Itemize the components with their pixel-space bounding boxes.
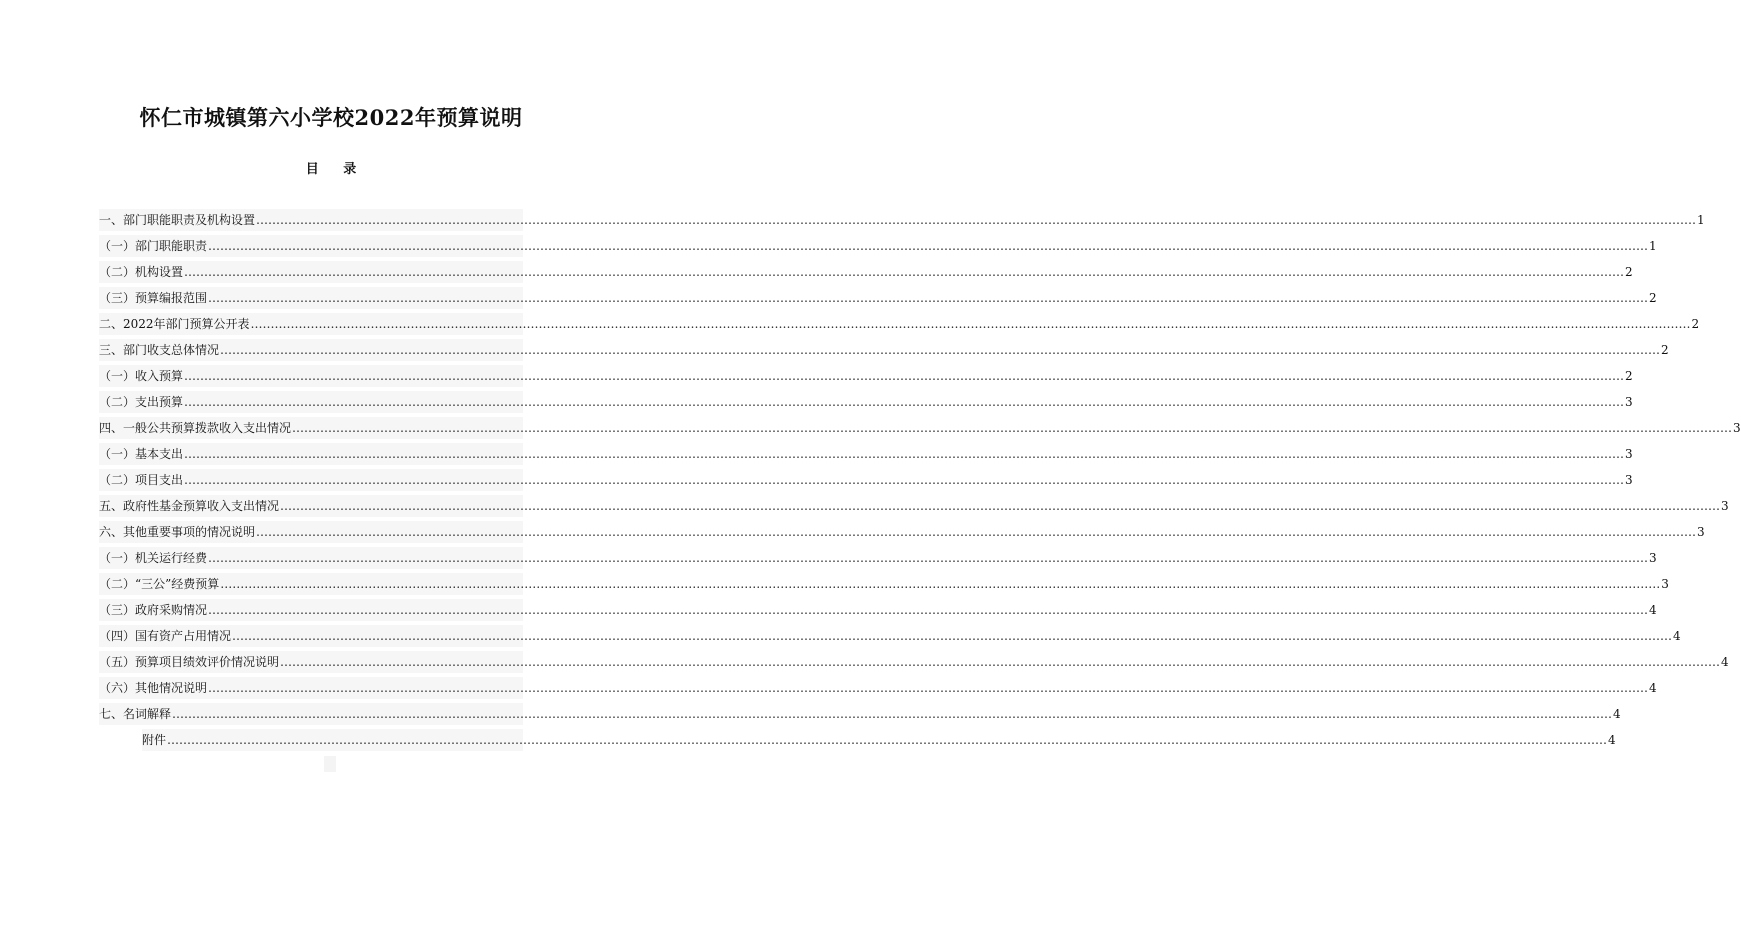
toc-entry[interactable] bbox=[99, 235, 1657, 261]
toc-dot-leader: ……………………………………………………………………………………………………………………………………………………………………………………………………………………………………………………………………………………………………………………………… bbox=[208, 681, 1649, 695]
toc-entry-page-number: 3 bbox=[1649, 551, 1657, 565]
toc-dot-leader: ……………………………………………………………………………………………………………………………………………………………………………………………………………………………………………………………………………………………………………………………… bbox=[280, 499, 1721, 513]
toc-entry-label: 六、其他重要事项的情况说明 bbox=[99, 525, 256, 539]
toc-entry-label: （二）项目支出 bbox=[99, 473, 184, 487]
toc-dot-leader: ……………………………………………………………………………………………………………………………………………………………………………………………………………………………………………………………………………………………………………………………… bbox=[208, 603, 1649, 617]
toc-entry-label: （五）预算项目绩效评价情况说明 bbox=[99, 655, 280, 669]
toc-entry-label: （二）“三公”经费预算 bbox=[99, 577, 220, 591]
toc-dot-leader: ……………………………………………………………………………………………………………………………………………………………………………………………………………………………………………………………………………………………………………………………… bbox=[256, 213, 1697, 227]
toc-entry-page-number: 3 bbox=[1661, 577, 1669, 591]
toc-entry-page-number: 3 bbox=[1625, 395, 1633, 409]
toc-dot-leader: ……………………………………………………………………………………………………………………………………………………………………………………………………………………………………………………………………………………………………………………………… bbox=[184, 395, 1625, 409]
toc-dot-leader: ……………………………………………………………………………………………………………………………………………………………………………………………………………………………………………………………………………………………………………………………… bbox=[167, 733, 1608, 747]
toc-entry[interactable] bbox=[99, 443, 1633, 469]
toc-entry[interactable] bbox=[99, 573, 1669, 599]
toc-entry-label: （一）基本支出 bbox=[99, 447, 184, 461]
toc-entry-page-number: 2 bbox=[1691, 317, 1700, 331]
toc-dot-leader: ……………………………………………………………………………………………………………………………………………………………………………………………………………………………………………………………………………………………………………………………… bbox=[184, 265, 1625, 279]
toc-entry-label: 一、部门职能职责及机构设置 bbox=[99, 213, 256, 227]
toc-entry-label: 附件 bbox=[142, 733, 167, 747]
toc-dot-leader: ……………………………………………………………………………………………………………………………………………………………………………………………………………………………………………………………………………………………………………………………… bbox=[220, 577, 1661, 591]
toc-dot-leader: ……………………………………………………………………………………………………………………………………………………………………………………………………………………………………………………………………………………………………………………………… bbox=[280, 655, 1721, 669]
toc-dot-leader: ……………………………………………………………………………………………………………………………………………………………………………………………………………………………………………………………………………………………………………………………… bbox=[256, 525, 1697, 539]
toc-dot-leader: ……………………………………………………………………………………………………………………………………………………………………………………………………………………………………………………………………………………………………………………………… bbox=[220, 343, 1661, 357]
toc-entry-label: （二）机构设置 bbox=[99, 265, 184, 279]
toc-entry[interactable] bbox=[99, 703, 1621, 729]
toc-entry[interactable] bbox=[99, 417, 1741, 443]
toc-entry-label: （三）政府采购情况 bbox=[99, 603, 208, 617]
toc-entry[interactable] bbox=[99, 521, 1705, 547]
toc-entry-page-number: 3 bbox=[1625, 447, 1633, 461]
toc-entry-page-number: 4 bbox=[1608, 733, 1616, 747]
toc-entry-page-number: 3 bbox=[1625, 473, 1633, 487]
toc-entry-page-number: 1 bbox=[1697, 213, 1705, 227]
toc-entry[interactable] bbox=[99, 287, 1657, 313]
toc-entry-label: （三）预算编报范围 bbox=[99, 291, 208, 305]
toc-dot-leader: ……………………………………………………………………………………………………………………………………………………………………………………………………………………………………………………………………………………………………………………………… bbox=[184, 473, 1625, 487]
toc-entry[interactable] bbox=[99, 469, 1633, 495]
toc-entry-label: （四）国有资产占用情况 bbox=[99, 629, 232, 643]
toc-entry-page-number: 3 bbox=[1697, 525, 1705, 539]
toc-entry[interactable] bbox=[99, 365, 1633, 391]
toc-dot-leader: ……………………………………………………………………………………………………………………………………………………………………………………………………………………………………………………………………………………………………………………………… bbox=[184, 447, 1625, 461]
toc-entry-page-number: 2 bbox=[1649, 291, 1657, 305]
toc-entry-page-number: 2 bbox=[1661, 343, 1669, 357]
toc-entry-page-number: 1 bbox=[1649, 239, 1657, 253]
toc-entry-label: （一）机关运行经费 bbox=[99, 551, 208, 565]
document-title: 怀仁市城镇第六小学校2022年预算说明 bbox=[139, 105, 523, 130]
toc-entry[interactable] bbox=[99, 651, 1729, 677]
toc-entry-label: （二）支出预算 bbox=[99, 395, 184, 409]
toc-entry-label: （一）部门职能职责 bbox=[99, 239, 208, 253]
toc-entry-label: 二、2022年部门预算公开表 bbox=[99, 317, 250, 331]
toc-dot-leader: ……………………………………………………………………………………………………………………………………………………………………………………………………………………………………………………………………………………………………………………………… bbox=[172, 707, 1613, 721]
toc-entry-label: 三、部门收支总体情况 bbox=[99, 343, 220, 357]
toc-entry-label: 七、名词解释 bbox=[99, 707, 172, 721]
toc-entry-label: （一）收入预算 bbox=[99, 369, 184, 383]
toc-dot-leader: ……………………………………………………………………………………………………………………………………………………………………………………………………………………………………………………………………………………………………………………………… bbox=[292, 421, 1733, 435]
toc-entry[interactable] bbox=[99, 495, 1729, 521]
toc-dot-leader: ……………………………………………………………………………………………………………………………………………………………………………………………………………………………………………………………………………………………………………………………… bbox=[232, 629, 1673, 643]
toc-entry-page-number: 4 bbox=[1649, 681, 1657, 695]
toc-dot-leader: ……………………………………………………………………………………………………………………………………………………………………………………………………………………………………………………………………………………………………………………………… bbox=[184, 369, 1625, 383]
toc-dot-leader: ……………………………………………………………………………………………………………………………………………………………………………………………………………………………………………………………………………………………………………………………… bbox=[208, 551, 1649, 565]
toc-entry[interactable] bbox=[99, 261, 1633, 287]
toc-entry-page-number: 4 bbox=[1721, 655, 1729, 669]
toc-entry-label: （六）其他情况说明 bbox=[99, 681, 208, 695]
toc-entry-page-number: 2 bbox=[1625, 265, 1633, 279]
toc-entry[interactable] bbox=[99, 209, 1705, 235]
toc-entry-page-number: 4 bbox=[1613, 707, 1621, 721]
toc-entry-page-number: 3 bbox=[1733, 421, 1741, 435]
toc-entry[interactable] bbox=[99, 391, 1633, 417]
page-marker bbox=[324, 756, 336, 772]
toc-entry-page-number: 3 bbox=[1721, 499, 1729, 513]
toc-heading: 目 录 bbox=[305, 162, 367, 177]
toc-entry-page-number: 2 bbox=[1625, 369, 1633, 383]
toc-entry-page-number: 4 bbox=[1673, 629, 1681, 643]
table-of-contents bbox=[99, 209, 1741, 755]
toc-entry[interactable] bbox=[99, 625, 1681, 651]
toc-entry[interactable] bbox=[99, 729, 1616, 755]
toc-entry[interactable] bbox=[99, 339, 1669, 365]
toc-entry[interactable] bbox=[99, 313, 1700, 339]
toc-dot-leader: ……………………………………………………………………………………………………………………………………………………………………………………………………………………………………………………………………………………………………………………………… bbox=[250, 317, 1691, 331]
toc-entry-label: 四、一般公共预算拨款收入支出情况 bbox=[99, 421, 292, 435]
toc-entry[interactable] bbox=[99, 547, 1657, 573]
toc-entry-label: 五、政府性基金预算收入支出情况 bbox=[99, 499, 280, 513]
toc-entry[interactable] bbox=[99, 677, 1657, 703]
toc-entry[interactable] bbox=[99, 599, 1657, 625]
toc-entry-page-number: 4 bbox=[1649, 603, 1657, 617]
toc-dot-leader: ……………………………………………………………………………………………………………………………………………………………………………………………………………………………………………………………………………………………………………………………… bbox=[208, 291, 1649, 305]
toc-dot-leader: ……………………………………………………………………………………………………………………………………………………………………………………………………………………………………………………………………………………………………………………………… bbox=[208, 239, 1649, 253]
